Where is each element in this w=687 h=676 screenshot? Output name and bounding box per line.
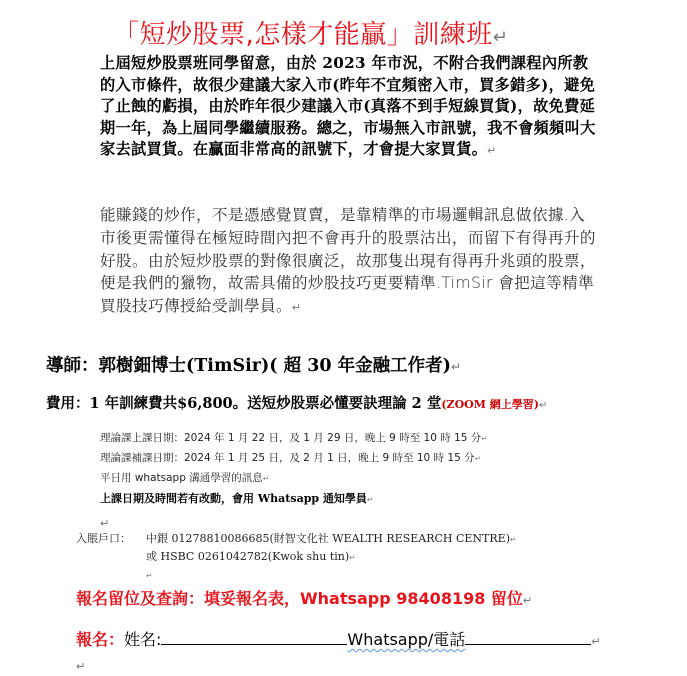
paragraph-mark-icon: ↵ (591, 635, 601, 648)
phone-label: Whatsapp/電話 (347, 630, 466, 649)
paragraph-mark-icon: ↵ (262, 474, 269, 483)
makeup-dates-line (100, 450, 481, 465)
paragraph-mark-icon: ↵ (538, 400, 548, 411)
lesson-dates-line (100, 430, 487, 445)
paragraph-mark-icon: ↵ (522, 594, 533, 607)
enroll-line (76, 586, 532, 609)
form-heading: 報名： (76, 630, 125, 649)
account-label: 入賬戶口： (76, 532, 131, 545)
paragraph-mark-icon: ↵ (291, 301, 302, 315)
paragraph-mark-icon: ↵ (474, 454, 481, 463)
account-line-3 (76, 566, 516, 584)
makeup-dates-text: 理論課補課日期：2024 年 1 月 25 日，及 2 月 1 日，晚上 9 時至 10 時 15 分 (100, 452, 475, 464)
blank-line (76, 655, 85, 674)
change-notice-line (100, 490, 373, 506)
enroll-text: 報名留位及查詢：填妥報名表，Whatsapp 98408198 留位 (76, 589, 523, 608)
account-hsbc: 或 HSBC 0261042782(Kwok shu tin) (146, 550, 350, 563)
fee-zoom-note: (ZOOM 網上學習) (441, 398, 539, 411)
document-title (113, 14, 509, 51)
title-text: 「短炒股票,怎樣才能贏」訓練班 (113, 20, 493, 50)
whatsapp-note-line (100, 470, 269, 485)
change-notice-text: 上課日期及時間若有改動，會用 Whatsapp 通知學員 (100, 492, 367, 505)
fee-line (46, 392, 547, 413)
paragraph-mark-icon: ↵ (366, 495, 374, 504)
account-line-1 (76, 530, 516, 548)
paragraph-mark-icon: ↵ (349, 553, 356, 562)
tutor-line (46, 352, 461, 377)
paragraph-mark-icon: ↵ (510, 535, 517, 544)
notice-text: 上屆短炒股票班同學留意，由於 2023 年市況，不附合我們課程內所教的入市條件，故很少建議大家入市(昨年不宜頻密入市，買多錯多)，避免了止蝕的虧損，由於昨年很少建議入市(真落不到手短線買貨)，故免費延期一年，為上屆同學繼續服務。總之，市場無入市訊號，我不會頻頻叫大家去試買貨。在贏面非常高的訊號下，才會提大家買貨。 (100, 54, 596, 158)
lesson-dates-text: 理論課上課日期：2024 年 1 月 22 日，及 1 月 29 日，晚上 9 時至 10 時 15 分 (100, 432, 482, 444)
account-boc: 中銀 01278810086685(財智文化社 WEALTH RESEARCH CENTRE) (146, 532, 510, 545)
paragraph-mark-icon: ↵ (146, 571, 153, 580)
notice-paragraph (100, 53, 600, 162)
paragraph-mark-icon: ↵ (76, 660, 86, 673)
tutor-text: 導師：郭樹鈿博士(TimSir)( 超 30 年金融工作者) (46, 356, 451, 376)
blank-line (100, 512, 109, 531)
paragraph-mark-icon: ↵ (481, 434, 488, 443)
paragraph-mark-icon: ↵ (100, 517, 110, 530)
registration-form-line (76, 627, 601, 650)
intro-text: 能賺錢的炒作，不是憑感覺買賣，是靠精準的市場邏輯訊息做依據.入市後更需懂得在極短時間內把不會再升的股票沽出，而留下有得再升的好股。由於短炒股票的對像很廣泛，故那隻出現有得再升兆頭的股票，便是我們的獵物，故需具備的炒股技巧更要精準.TimSir 會把這等精準買股技巧傳授給受訓學員。 (100, 206, 596, 316)
whatsapp-note-text: 平日用 whatsapp 溝通學習的訊息 (100, 472, 263, 484)
paragraph-mark-icon: ↵ (487, 144, 497, 157)
name-label: 姓名: (124, 630, 162, 649)
account-line-2 (76, 548, 516, 566)
paragraph-mark-icon: ↵ (450, 360, 462, 374)
intro-paragraph (100, 204, 600, 320)
phone-field[interactable] (465, 630, 591, 645)
fee-text: 費用：1 年訓練費共$6,800。送短炒股票必懂要訣理論 2 堂 (46, 395, 442, 412)
account-block (76, 530, 516, 584)
name-field[interactable] (161, 630, 347, 645)
paragraph-mark-icon: ↵ (492, 27, 509, 48)
